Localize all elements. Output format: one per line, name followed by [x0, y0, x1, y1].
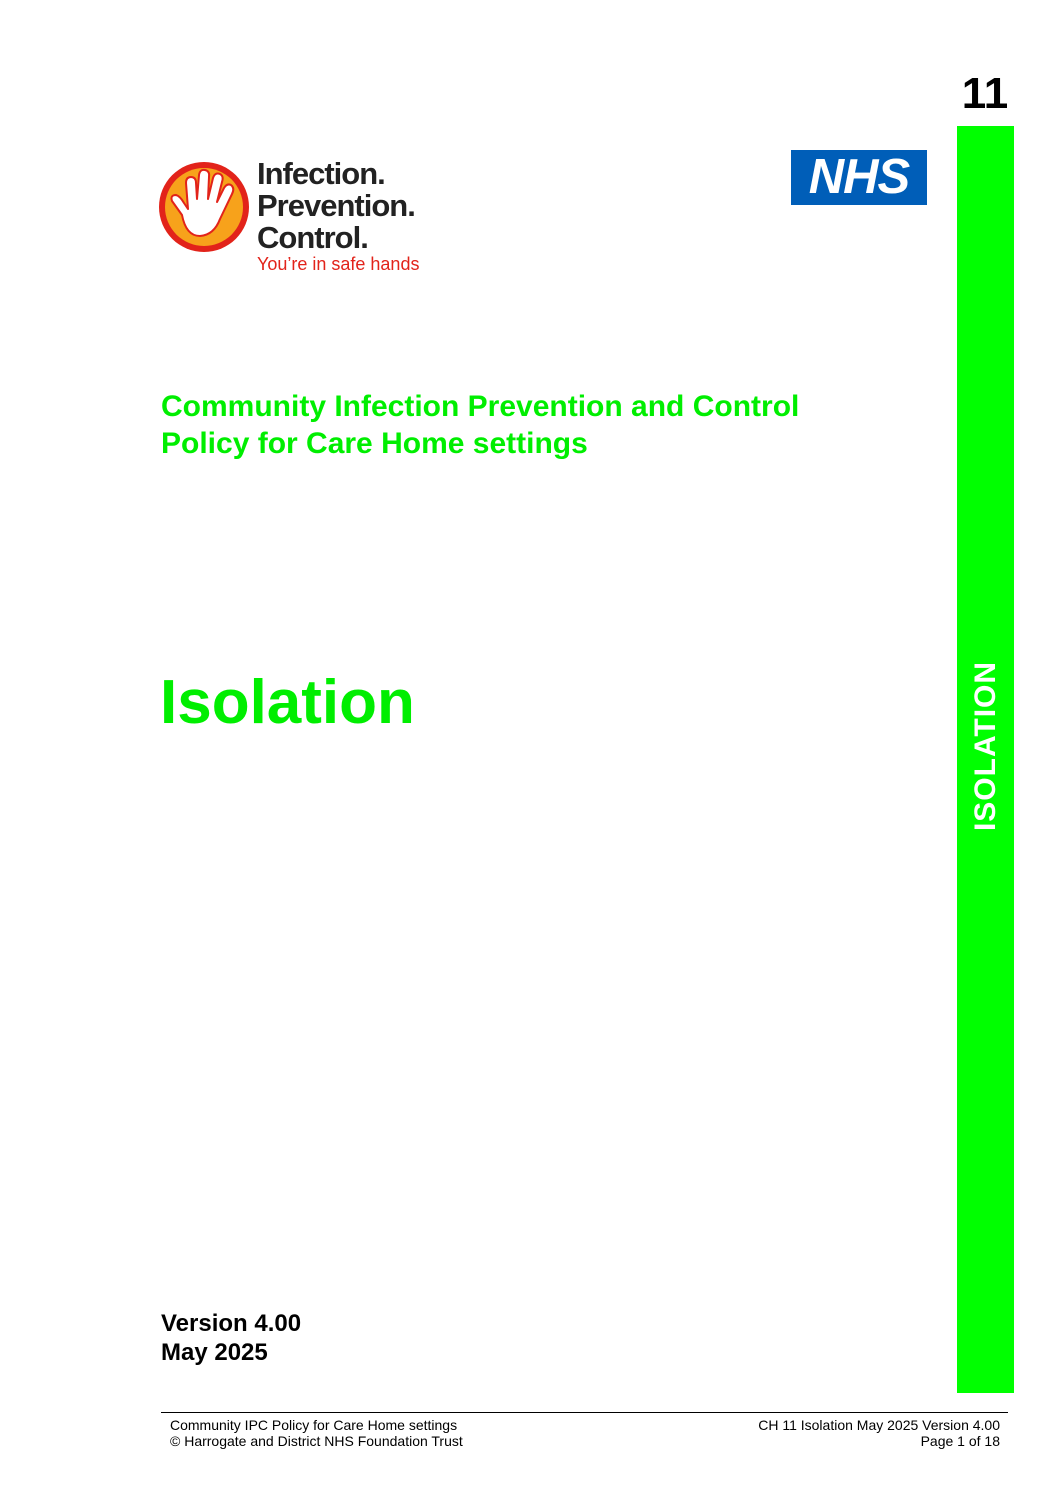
footer-copyright: © Harrogate and District NHS Foundation Trust	[170, 1433, 463, 1449]
version-label: Version 4.00	[161, 1310, 302, 1337]
footer-document-ref: CH 11 Isolation May 2025 Version 4.00	[758, 1417, 1000, 1433]
ipc-logo	[158, 158, 448, 283]
ipc-logo-line-prevention: Prevention.	[257, 188, 415, 223]
ipc-logo-line-control: Control.	[257, 220, 368, 255]
footer-page-number: Page 1 of 18	[920, 1433, 1000, 1449]
footer-right	[758, 1417, 1000, 1449]
footer-left	[170, 1417, 463, 1449]
version-date: May 2025	[161, 1339, 268, 1366]
document-title	[161, 388, 941, 462]
ipc-logo-tagline: You’re in safe hands	[257, 254, 420, 274]
footer-policy-name: Community IPC Policy for Care Home settings	[170, 1417, 458, 1433]
chapter-heading: Isolation	[160, 668, 415, 737]
hand-icon	[158, 161, 250, 253]
ipc-logo-line-infection: Infection.	[257, 156, 385, 191]
side-label-text: ISOLATION	[968, 660, 1002, 832]
version-block	[161, 1309, 301, 1367]
footer-divider	[161, 1412, 1008, 1413]
chapter-number: 11	[961, 69, 1009, 118]
nhs-logo: NHS	[791, 150, 927, 205]
document-title-line-1: Community Infection Prevention and Control	[161, 390, 800, 423]
document-title-line-2: Policy for Care Home settings	[161, 427, 588, 460]
chapter-side-label	[957, 126, 1014, 1393]
